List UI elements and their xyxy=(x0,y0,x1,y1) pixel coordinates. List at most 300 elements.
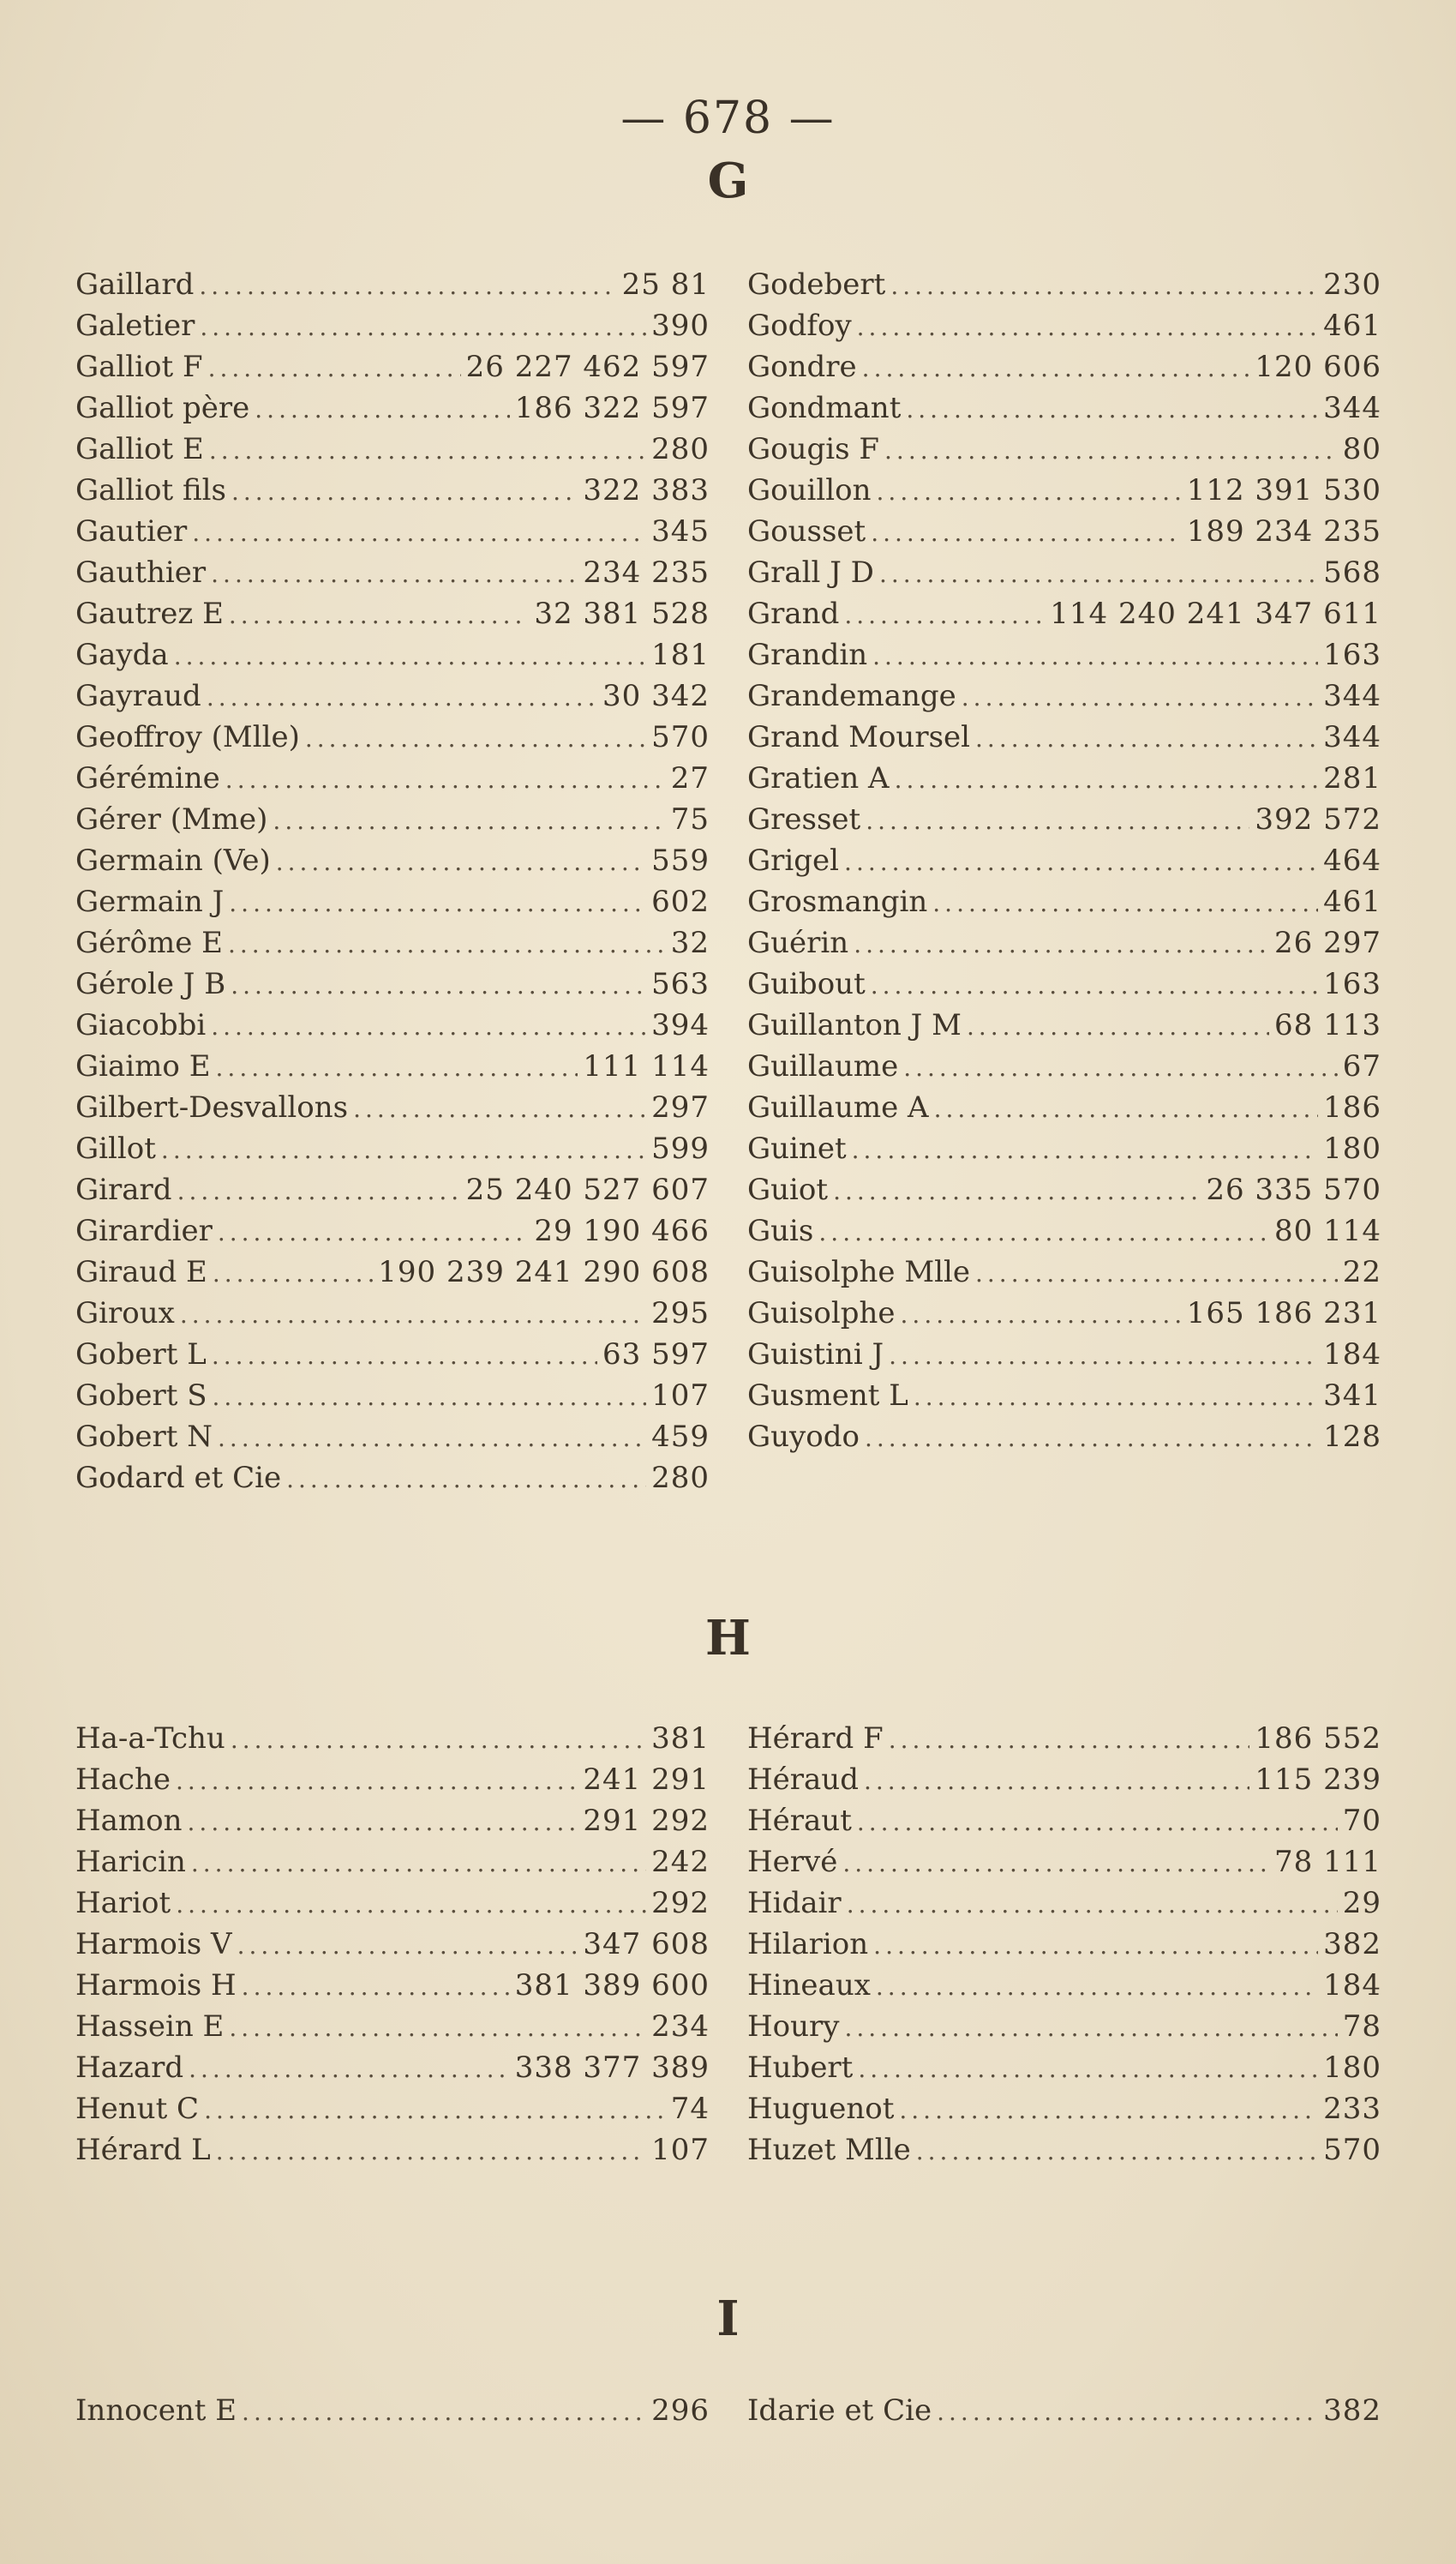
entry-page-numbers: 602 xyxy=(651,885,710,919)
dot-leader xyxy=(962,683,1318,712)
entry-name: Hassein E xyxy=(75,2009,225,2044)
entry-page-numbers: 233 xyxy=(1323,2092,1381,2126)
entry-page-numbers: 26 297 xyxy=(1274,926,1381,960)
entry-name: Grall J D xyxy=(747,555,874,590)
dot-leader xyxy=(208,354,461,382)
entry-page-numbers: 27 xyxy=(670,761,710,796)
index-entry xyxy=(75,473,710,514)
entry-name: Gérer (Mme) xyxy=(75,802,268,837)
section-letter-h: H xyxy=(705,1610,751,1666)
index-entry xyxy=(75,1378,710,1420)
entry-name: Guinet xyxy=(747,1132,847,1166)
entry-name: Godard et Cie xyxy=(75,1461,282,1495)
entry-page-numbers: 32 381 528 xyxy=(534,597,710,631)
dot-leader xyxy=(176,1890,646,1918)
entry-page-numbers: 344 xyxy=(1323,720,1381,754)
index-entry xyxy=(747,1886,1381,1927)
index-entry xyxy=(75,1173,710,1214)
dot-leader xyxy=(229,889,646,917)
index-entry xyxy=(747,267,1381,309)
dot-leader xyxy=(242,2398,646,2426)
entry-page-numbers: 114 240 241 347 611 xyxy=(1050,597,1381,631)
dot-leader xyxy=(276,848,646,876)
dot-leader xyxy=(899,2096,1318,2124)
entry-page-numbers: 464 xyxy=(1323,844,1381,878)
index-entry xyxy=(747,1090,1381,1132)
entry-page-numbers: 186 552 xyxy=(1255,1721,1381,1756)
entry-page-numbers: 78 111 xyxy=(1274,1845,1381,1879)
entry-name: Hineaux xyxy=(747,1968,871,2003)
index-entry xyxy=(75,1968,710,2009)
entry-name: Guis xyxy=(747,1214,814,1248)
section-i-right-column xyxy=(747,2393,1381,2435)
section-g-left-column xyxy=(75,267,710,1502)
entry-page-numbers: 234 235 xyxy=(583,555,710,590)
dot-leader xyxy=(216,1054,578,1082)
entry-name: Giroux xyxy=(75,1296,175,1330)
entry-page-numbers: 338 377 389 xyxy=(514,2051,710,2085)
entry-name: Hilarion xyxy=(747,1927,869,1961)
entry-name: Guillanton J M xyxy=(747,1008,962,1042)
entry-page-numbers: 563 xyxy=(651,967,710,1001)
entry-page-numbers: 63 597 xyxy=(602,1337,710,1372)
index-entry xyxy=(75,1049,710,1090)
entry-name: Gobert L xyxy=(75,1337,207,1372)
entry-name: Guiot xyxy=(747,1173,829,1207)
entry-page-numbers: 75 xyxy=(670,802,710,837)
entry-page-numbers: 291 292 xyxy=(583,1804,710,1838)
index-entry xyxy=(75,309,710,350)
entry-page-numbers: 459 xyxy=(651,1420,710,1454)
entry-name: Héraut xyxy=(747,1804,852,1838)
dot-leader xyxy=(192,519,646,547)
index-entry xyxy=(747,720,1381,761)
index-entry xyxy=(75,638,710,679)
entry-name: Godfoy xyxy=(747,309,852,343)
dot-leader xyxy=(177,1177,461,1205)
index-entry xyxy=(75,2009,710,2051)
dot-leader xyxy=(180,1300,646,1329)
index-entry xyxy=(75,2092,710,2133)
index-entry xyxy=(75,514,710,555)
index-entry xyxy=(747,885,1381,926)
dot-leader xyxy=(914,1383,1318,1411)
entry-name: Hérard L xyxy=(75,2133,211,2167)
entry-page-numbers: 26 335 570 xyxy=(1206,1173,1381,1207)
entry-name: Grand Moursel xyxy=(747,720,971,754)
index-entry xyxy=(747,1132,1381,1173)
entry-page-numbers: 461 xyxy=(1323,309,1381,343)
entry-name: Hariot xyxy=(75,1886,171,1920)
entry-name: Gusment L xyxy=(747,1378,908,1413)
entry-name: Grandin xyxy=(747,638,868,672)
dot-leader xyxy=(216,2137,646,2165)
dot-leader xyxy=(818,1218,1269,1246)
dot-leader xyxy=(200,313,646,341)
entry-name: Gérôme E xyxy=(75,926,223,960)
dot-leader xyxy=(884,436,1338,465)
dot-leader xyxy=(852,1136,1318,1164)
dot-leader xyxy=(901,1300,1182,1329)
index-entry xyxy=(75,967,710,1008)
entry-page-numbers: 280 xyxy=(651,1461,710,1495)
index-entry xyxy=(75,761,710,802)
index-entry xyxy=(747,1804,1381,1845)
entry-name: Gondre xyxy=(747,350,857,384)
entry-name: Gobert N xyxy=(75,1420,213,1454)
entry-page-numbers: 292 xyxy=(651,1886,710,1920)
index-entry xyxy=(747,1762,1381,1804)
dot-leader xyxy=(889,1342,1318,1370)
entry-page-numbers: 186 xyxy=(1323,1090,1381,1125)
dot-leader xyxy=(879,560,1318,588)
index-entry xyxy=(75,1804,710,1845)
dot-leader xyxy=(847,1890,1338,1918)
dot-leader xyxy=(857,1808,1338,1836)
dot-leader xyxy=(871,971,1318,1000)
entry-page-numbers: 80 114 xyxy=(1274,1214,1381,1248)
dot-leader xyxy=(231,1726,646,1754)
index-entry xyxy=(747,309,1381,350)
dot-leader xyxy=(305,724,646,753)
entry-page-numbers: 381 389 600 xyxy=(514,1968,710,2003)
entry-page-numbers: 297 xyxy=(651,1090,710,1125)
dot-leader xyxy=(273,807,665,835)
index-entry xyxy=(75,720,710,761)
dot-leader xyxy=(895,766,1318,794)
dot-leader xyxy=(877,477,1182,506)
section-i-left-column xyxy=(75,2393,710,2435)
entry-name: Grosmangin xyxy=(747,885,928,919)
entry-name: Innocent E xyxy=(75,2393,237,2428)
entry-name: Gaillard xyxy=(75,267,195,302)
entry-page-numbers: 281 xyxy=(1323,761,1381,796)
entry-name: Guyodo xyxy=(747,1420,860,1454)
entry-name: Galetier xyxy=(75,309,195,343)
entry-page-numbers: 390 xyxy=(651,309,710,343)
entry-page-numbers: 189 234 235 xyxy=(1186,514,1381,549)
entry-page-numbers: 394 xyxy=(651,1008,710,1042)
entry-name: Guibout xyxy=(747,967,866,1001)
index-entry xyxy=(747,844,1381,885)
entry-page-numbers: 559 xyxy=(651,844,710,878)
entry-name: Gondmant xyxy=(747,391,902,425)
entry-name: Hache xyxy=(75,1762,171,1797)
index-entry xyxy=(75,1255,710,1296)
index-entry xyxy=(75,597,710,638)
dot-leader xyxy=(857,313,1318,341)
entry-page-numbers: 461 xyxy=(1323,885,1381,919)
index-entry xyxy=(747,679,1381,720)
index-entry xyxy=(75,391,710,432)
dot-leader xyxy=(916,2137,1318,2165)
entry-name: Girardier xyxy=(75,1214,213,1248)
entry-name: Gérole J B xyxy=(75,967,226,1001)
index-entry xyxy=(747,926,1381,967)
entry-name: Hidair xyxy=(747,1886,842,1920)
index-entry xyxy=(75,267,710,309)
entry-page-numbers: 107 xyxy=(651,2133,710,2167)
entry-name: Guisolphe xyxy=(747,1296,896,1330)
entry-page-numbers: 22 xyxy=(1342,1255,1381,1289)
entry-page-numbers: 382 xyxy=(1323,1927,1381,1961)
entry-page-numbers: 115 239 xyxy=(1255,1762,1381,1797)
index-entry xyxy=(747,761,1381,802)
entry-name: Gouillon xyxy=(747,473,872,507)
dot-leader xyxy=(218,1424,646,1452)
entry-name: Gayraud xyxy=(75,679,201,713)
dot-leader xyxy=(207,683,597,712)
entry-name: Girard xyxy=(75,1173,172,1207)
index-entry xyxy=(747,1255,1381,1296)
index-entry xyxy=(747,432,1381,473)
entry-page-numbers: 184 xyxy=(1323,1337,1381,1372)
dot-leader xyxy=(211,560,578,588)
index-entry xyxy=(747,1845,1381,1886)
entry-name: Geoffroy (Mlle) xyxy=(75,720,300,754)
entry-name: Galliot père xyxy=(75,391,250,425)
entry-page-numbers: 230 xyxy=(1323,267,1381,302)
dot-leader xyxy=(889,1726,1250,1754)
index-entry xyxy=(747,638,1381,679)
dot-leader xyxy=(191,1849,646,1877)
entry-name: Grigel xyxy=(747,844,840,878)
entry-name: Guérin xyxy=(747,926,849,960)
entry-name: Giacobbi xyxy=(75,1008,207,1042)
entry-page-numbers: 568 xyxy=(1323,555,1381,590)
dot-leader xyxy=(844,601,1045,629)
entry-name: Guillaume xyxy=(747,1049,899,1084)
dot-leader xyxy=(231,477,578,506)
index-entry xyxy=(747,1214,1381,1255)
dot-leader xyxy=(212,1342,597,1370)
entry-page-numbers: 70 xyxy=(1342,1804,1381,1838)
dot-leader xyxy=(213,1259,373,1288)
dot-leader xyxy=(174,642,646,670)
index-entry xyxy=(75,1296,710,1337)
entry-name: Germain (Ve) xyxy=(75,844,271,878)
entry-page-numbers: 347 608 xyxy=(583,1927,710,1961)
entry-name: Gratien A xyxy=(747,761,890,796)
entry-name: Godebert xyxy=(747,267,886,302)
entry-name: Hérard F xyxy=(747,1721,884,1756)
entry-name: Haricin xyxy=(75,1845,186,1879)
entry-name: Huguenot xyxy=(747,2092,895,2126)
dot-leader xyxy=(844,848,1318,876)
entry-name: Germain J xyxy=(75,885,225,919)
entry-page-numbers: 242 xyxy=(651,1845,710,1879)
dot-leader xyxy=(255,395,509,423)
entry-page-numbers: 74 xyxy=(670,2092,710,2126)
index-entry xyxy=(747,597,1381,638)
index-entry xyxy=(75,802,710,844)
dot-leader xyxy=(871,519,1181,547)
entry-page-numbers: 280 xyxy=(651,432,710,466)
entry-name: Gautier xyxy=(75,514,188,549)
dot-leader xyxy=(286,1465,646,1493)
dot-leader xyxy=(864,1767,1249,1795)
dot-leader xyxy=(188,1808,578,1836)
index-entry xyxy=(747,967,1381,1008)
entry-page-numbers: 80 xyxy=(1342,432,1381,466)
dot-leader xyxy=(932,889,1318,917)
entry-page-numbers: 190 239 241 290 608 xyxy=(378,1255,710,1289)
page-number: — 678 — xyxy=(620,93,836,144)
index-entry xyxy=(747,1968,1381,2009)
dot-leader xyxy=(209,436,646,465)
entry-page-numbers: 29 xyxy=(1342,1886,1381,1920)
entry-name: Hubert xyxy=(747,2051,854,2085)
entry-page-numbers: 322 383 xyxy=(583,473,710,507)
index-entry xyxy=(747,555,1381,597)
index-entry xyxy=(747,1173,1381,1214)
dot-leader xyxy=(213,1383,647,1411)
entry-page-numbers: 25 240 527 607 xyxy=(465,1173,710,1207)
index-entry xyxy=(75,2133,710,2174)
entry-page-numbers: 67 xyxy=(1342,1049,1381,1084)
dot-leader xyxy=(872,642,1318,670)
index-entry xyxy=(75,926,710,967)
entry-page-numbers: 107 xyxy=(651,1378,710,1413)
index-entry xyxy=(75,1008,710,1049)
entry-name: Gougis F xyxy=(747,432,880,466)
index-entry xyxy=(747,473,1381,514)
entry-name: Gérémine xyxy=(75,761,220,796)
entry-name: Giraud E xyxy=(75,1255,207,1289)
entry-page-numbers: 382 xyxy=(1323,2393,1381,2428)
index-entry xyxy=(75,2393,710,2435)
entry-name: Grandemange xyxy=(747,679,956,713)
index-entry xyxy=(747,2133,1381,2174)
entry-page-numbers: 381 xyxy=(651,1721,710,1756)
entry-name: Gautrez E xyxy=(75,597,224,631)
dot-leader xyxy=(862,354,1250,382)
entry-page-numbers: 296 xyxy=(651,2393,710,2428)
dot-leader xyxy=(866,807,1249,835)
entry-page-numbers: 111 114 xyxy=(583,1049,710,1084)
index-entry xyxy=(75,1420,710,1461)
dot-leader xyxy=(189,2055,510,2083)
dot-leader xyxy=(906,395,1318,423)
section-h-right-column xyxy=(747,1721,1381,2174)
index-entry xyxy=(747,2393,1381,2435)
entry-page-numbers: 78 xyxy=(1342,2009,1381,2044)
dot-leader xyxy=(937,2398,1318,2426)
dot-leader xyxy=(975,1259,1338,1288)
index-entry xyxy=(75,1090,710,1132)
entry-page-numbers: 120 606 xyxy=(1255,350,1381,384)
entry-name: Houry xyxy=(747,2009,840,2044)
index-entry xyxy=(747,1420,1381,1461)
entry-page-numbers: 30 342 xyxy=(602,679,710,713)
entry-name: Guisolphe Mlle xyxy=(747,1255,970,1289)
entry-page-numbers: 570 xyxy=(651,720,710,754)
index-entry xyxy=(75,679,710,720)
entry-name: Huzet Mlle xyxy=(747,2133,911,2167)
index-entry xyxy=(747,391,1381,432)
entry-page-numbers: 392 572 xyxy=(1255,802,1381,837)
dot-leader xyxy=(858,2055,1318,2083)
entry-page-numbers: 341 xyxy=(1323,1378,1381,1413)
entry-page-numbers: 186 322 597 xyxy=(514,391,710,425)
entry-page-numbers: 344 xyxy=(1323,391,1381,425)
entry-name: Harmois V xyxy=(75,1927,232,1961)
index-entry xyxy=(75,1214,710,1255)
dot-leader xyxy=(229,2014,646,2042)
entry-page-numbers: 344 xyxy=(1323,679,1381,713)
entry-page-numbers: 68 113 xyxy=(1274,1008,1381,1042)
entry-page-numbers: 180 xyxy=(1323,1132,1381,1166)
index-entry xyxy=(747,2092,1381,2133)
dot-leader xyxy=(353,1095,646,1123)
entry-name: Grand xyxy=(747,597,840,631)
entry-page-numbers: 26 227 462 597 xyxy=(465,350,710,384)
entry-name: Gousset xyxy=(747,514,866,549)
entry-name: Henut C xyxy=(75,2092,200,2126)
dot-leader xyxy=(161,1136,646,1164)
entry-page-numbers: 165 186 231 xyxy=(1186,1296,1381,1330)
entry-name: Hamon xyxy=(75,1804,183,1838)
index-entry xyxy=(747,1049,1381,1090)
index-entry xyxy=(75,1762,710,1804)
entry-page-numbers: 181 xyxy=(651,638,710,672)
dot-leader xyxy=(873,1931,1318,1960)
dot-leader xyxy=(934,1095,1319,1123)
entry-page-numbers: 234 xyxy=(651,2009,710,2044)
index-entry xyxy=(75,1845,710,1886)
entry-page-numbers: 32 xyxy=(670,926,710,960)
entry-name: Giaimo E xyxy=(75,1049,211,1084)
dot-leader xyxy=(903,1054,1338,1082)
index-entry xyxy=(747,1008,1381,1049)
index-entry xyxy=(747,350,1381,391)
entry-name: Gauthier xyxy=(75,555,207,590)
entry-name: Hervé xyxy=(747,1845,838,1879)
entry-name: Idarie et Cie xyxy=(747,2393,932,2428)
dot-leader xyxy=(204,2096,666,2124)
dot-leader xyxy=(229,601,529,629)
dot-leader xyxy=(242,1973,510,2001)
section-g-right-column xyxy=(747,267,1381,1461)
index-entry xyxy=(747,1337,1381,1378)
entry-page-numbers: 295 xyxy=(651,1296,710,1330)
entry-name: Gilbert-Desvallons xyxy=(75,1090,349,1125)
entry-page-numbers: 570 xyxy=(1323,2133,1381,2167)
index-entry xyxy=(747,2051,1381,2092)
dot-leader xyxy=(176,1767,578,1795)
entry-page-numbers: 163 xyxy=(1323,967,1381,1001)
index-entry xyxy=(747,802,1381,844)
index-entry xyxy=(747,1296,1381,1337)
dot-leader xyxy=(228,930,666,958)
index-entry xyxy=(75,844,710,885)
dot-leader xyxy=(199,272,616,300)
index-entry xyxy=(75,432,710,473)
dot-leader xyxy=(854,930,1269,958)
entry-name: Galliot fils xyxy=(75,473,226,507)
entry-page-numbers: 29 190 466 xyxy=(534,1214,710,1248)
entry-page-numbers: 163 xyxy=(1323,638,1381,672)
index-entry xyxy=(75,2051,710,2092)
index-entry xyxy=(747,2009,1381,2051)
dot-leader xyxy=(865,1424,1318,1452)
dot-leader xyxy=(842,1849,1269,1877)
entry-page-numbers: 128 xyxy=(1323,1420,1381,1454)
dot-leader xyxy=(225,766,666,794)
entry-page-numbers: 180 xyxy=(1323,2051,1381,2085)
entry-name: Hazard xyxy=(75,2051,184,2085)
index-entry xyxy=(75,885,710,926)
